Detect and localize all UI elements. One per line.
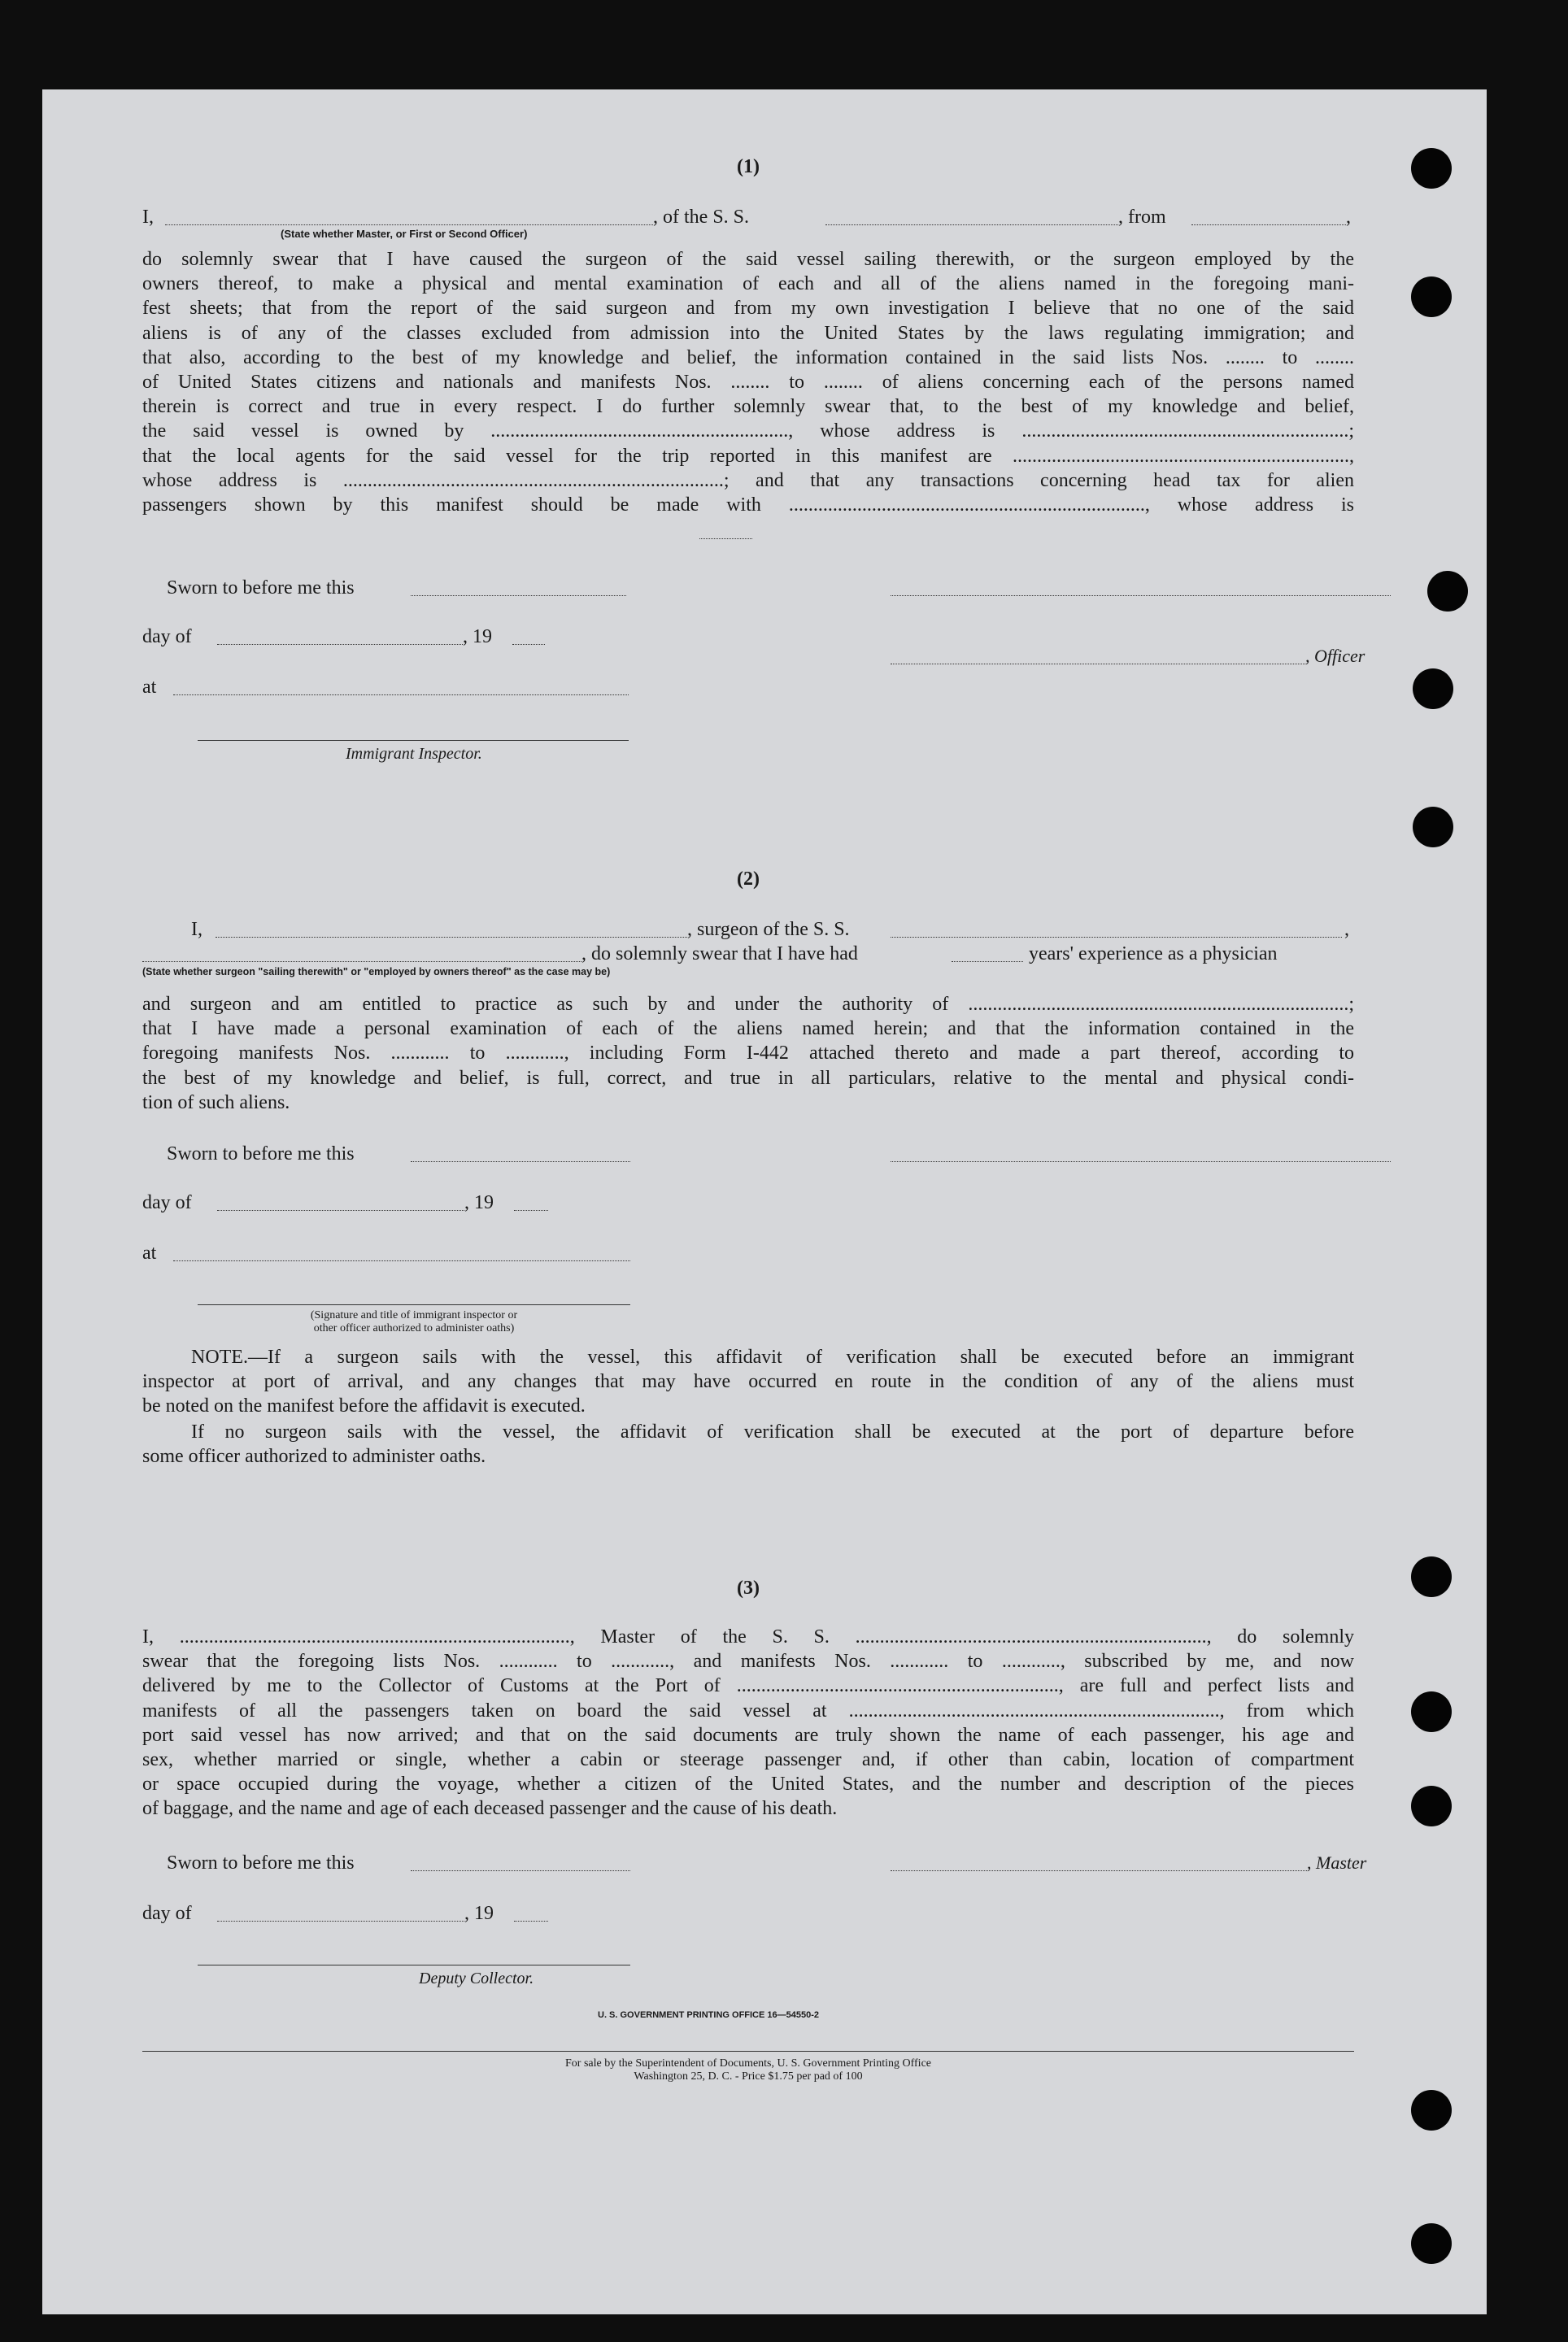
binder-hole — [1411, 2223, 1452, 2264]
binder-hole — [1427, 571, 1468, 612]
s2-sig-note-2: other officer authorized to administer oaths) — [313, 1322, 515, 1334]
s3-day-of-label: day of — [142, 1903, 192, 1924]
s2-at-label: at — [142, 1243, 157, 1264]
s1-year-label: , 19 — [463, 626, 492, 647]
s1-vessel-name-line[interactable] — [825, 224, 1118, 225]
s2-surgeon-of-ss-label: , surgeon of the S. S. — [687, 919, 850, 940]
footer-rule — [142, 2051, 1354, 2052]
s1-at-label: at — [142, 677, 157, 698]
s1-oath-paragraph: do solemnly swear that I have caused the surgeon of the said vessel sailing therewith, or the surgeon employed by the owners thereof, to make a physical and mental examination of each and all of the aliens named in the foregoing mani- fest sheets; that from the report of the said surgeon and from my own investigation I believe that no one of the said aliens is of any of the classes excluded from admission into the United States by the laws regulating immigration; and that also, according to the best of my knowledge and belief, the information contained in the said lists Nos. ........ to ........ of United States citizens and nationals and manifests Nos. ........ to ........ of aliens concerning each of the persons named therein is correct and true in every respect. I do further solemnly swear that, to the best of my knowledge and belief, the said vessel is owned by ............................................................., whose address is ...................................................................; that the local agents for the said vessel for the trip reported in this manifest are ....................................................................., whose address is ..............................................................................; and that any transactions concerning head tax for alien passengers shown by this manifest should be made with ........................................................................., whose address is — [142, 249, 1354, 516]
s1-inspector-label: Immigrant Inspector. — [346, 745, 482, 763]
binder-hole — [1413, 807, 1453, 847]
binder-hole — [1411, 2090, 1452, 2131]
s1-officer-label: , Officer — [1305, 646, 1365, 666]
s2-day-of-line[interactable] — [217, 1210, 464, 1211]
s1-of-ss-label: , of the S. S. — [653, 207, 750, 228]
s2-surgeon-name-line[interactable] — [216, 937, 687, 938]
s2-oath-paragraph: and surgeon and am entitled to practice as such by and under the authority of ..............................................................................; that I have made a personal examination of each of the aliens named herein; and that the information contained in the foregoing manifests Nos. ............ to ............, including Form I-442 attached thereto and made a part thereof, according to the best of my knowledge and belief, is full, correct, and true in all particulars, relative to the mental and physical condi- tion of such aliens. — [142, 994, 1354, 1113]
binder-hole — [1411, 1691, 1452, 1732]
s2-status-note: (State whether surgeon "sailing therewith" or "employed by owners thereof" as the case may be) — [142, 966, 611, 977]
s1-at-place-line[interactable] — [173, 694, 629, 695]
s2-at-place-line[interactable] — [173, 1260, 630, 1261]
s2-swear-label: , do solemnly swear that I have had — [581, 943, 858, 964]
binder-hole — [1411, 1556, 1452, 1597]
s2-surgeon-signature-line[interactable] — [891, 1161, 1391, 1162]
s2-note-paragraph-2: If no surgeon sails with the vessel, the affidavit of verification shall be executed at the port of departure before some officer authorized to administer oaths. — [142, 1421, 1354, 1468]
s1-i-label: I, — [142, 207, 154, 228]
s3-day-of-line[interactable] — [217, 1921, 464, 1922]
sale-line-2: Washington 25, D. C. - Price $1.75 per pad of 100 — [634, 2070, 863, 2083]
s2-sworn-date-line[interactable] — [411, 1161, 630, 1162]
s2-year-line[interactable] — [514, 1210, 548, 1211]
s1-sworn-label: Sworn to before me this — [167, 577, 355, 599]
s1-comma: , — [1346, 207, 1351, 228]
s2-years-line[interactable] — [952, 961, 1023, 962]
s2-surgeon-status-line[interactable] — [142, 961, 581, 962]
s2-vessel-name-line[interactable] — [891, 937, 1342, 938]
s2-day-of-label: day of — [142, 1192, 192, 1213]
s1-year-line[interactable] — [512, 644, 545, 645]
s1-rank-note: (State whether Master, or First or Second Officer) — [281, 228, 528, 240]
s2-year-label: , 19 — [464, 1192, 494, 1213]
s2-note-paragraph: NOTE.—If a surgeon sails with the vessel, this affidavit of verification shall be executed before an immigrant inspector at port of arrival, and any changes that may have occurred en route in the condition of any of the aliens must be noted on the manifest before the affidavit is executed. — [142, 1347, 1354, 1417]
s1-officer-signature-line[interactable] — [891, 595, 1391, 596]
form-page — [42, 89, 1487, 2314]
s1-officer-rank-line[interactable] — [165, 224, 653, 225]
binder-hole — [1411, 1786, 1452, 1826]
gpo-imprint: U. S. GOVERNMENT PRINTING OFFICE 16—54550-2 — [598, 2010, 820, 2020]
s2-sig-note-1: (Signature and title of immigrant inspector or — [310, 1309, 518, 1321]
s2-i-label: I, — [191, 919, 203, 940]
s2-sworn-label: Sworn to before me this — [167, 1143, 355, 1164]
binder-hole — [1411, 148, 1452, 189]
s3-year-label: , 19 — [464, 1903, 494, 1924]
s3-master-signature-line[interactable] — [891, 1870, 1307, 1871]
s1-from-label: , from — [1118, 207, 1166, 228]
sale-line-1: For sale by the Superintendent of Documents, U. S. Government Printing Office — [565, 2057, 931, 2070]
binder-hole — [1413, 668, 1453, 709]
s2-years-label: years' experience as a physician — [1029, 943, 1278, 964]
s1-day-of-label: day of — [142, 626, 192, 647]
s1-inspector-signature-line[interactable] — [198, 740, 629, 741]
s3-master-label: , Master — [1307, 1852, 1367, 1873]
section-1-heading: (1) — [737, 156, 760, 177]
s3-sworn-date-line[interactable] — [411, 1870, 630, 1871]
s1-sworn-date-line[interactable] — [411, 595, 626, 596]
s3-sworn-label: Sworn to before me this — [167, 1852, 355, 1874]
section-2-heading: (2) — [737, 868, 760, 890]
s2-comma: , — [1344, 919, 1349, 940]
s2-inspector-signature-line[interactable] — [198, 1304, 630, 1305]
s1-from-port-line[interactable] — [1191, 224, 1346, 225]
s3-year-line[interactable] — [514, 1921, 548, 1922]
s1-day-of-line[interactable] — [217, 644, 463, 645]
s1-address-continuation-line[interactable] — [699, 538, 752, 539]
section-3-heading: (3) — [737, 1578, 760, 1599]
binder-hole — [1411, 276, 1452, 317]
s3-oath-paragraph: I, ................................................................................, Master of the S. S. ........................................................................, do solemnly swear that the foregoing lists Nos. ............ to ............, and manifests Nos. ............ to ............, subscribed by me, and now delivered by me to the Collector of Customs at the Port of .................................................................., are full and perfect lists and manifests of all the passengers taken on board the said vessel at ............................................................................, from which port said vessel has now arrived; and that on the said documents are truly shown the name of each passenger, his age and sex, whether married or single, whether a cabin or steerage passenger and, if other than cabin, location of compartment or space occupied during the voyage, whether a citizen of the United States, and the number and description of the pieces of baggage, and the name and age of each deceased passenger and the cause of his death. — [142, 1626, 1354, 1820]
s3-deputy-label: Deputy Collector. — [419, 1970, 534, 1987]
